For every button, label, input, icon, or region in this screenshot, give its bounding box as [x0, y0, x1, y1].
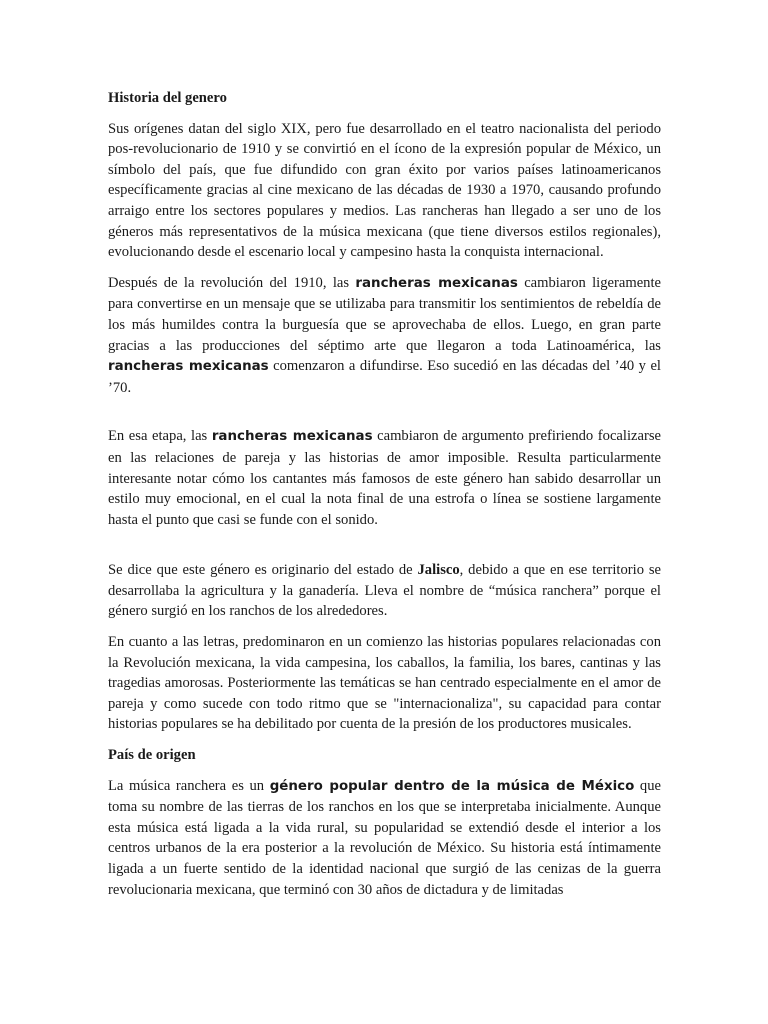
paragraph-etapa-text-c: cambiaron de argumento prefiriendo focalizarse en las relaciones de pareja y las historias de amor imposible. Resulta particularmente interesante notar cómo los cantantes más famosos de este género han sabido desarrollar un estilo muy emocional, en el cual la nota final de una estrofa o línea se sostiene largamente hasta el punto que casi se funde con el sonido.	[108, 428, 661, 528]
paragraph-pais-text-c: que toma su nombre de las tierras de los ranchos en los que se interpretaba inicialmente. Aunque esta música está ligada a la vida rural, su popularidad se extendió desde el interior a los centros urbanos de la era posterior a la revolución de México. Su historia está íntimamente ligada a un fuerte sentido de la identidad nacional que surgió de las cenizas de la guerra revolucionaria mexicana, que terminó con 30 años de dictadura y de limitadas	[108, 777, 661, 898]
paragraph-pais-text-a: La música ranchera es un	[108, 777, 270, 794]
document-page	[108, 88, 661, 910]
paragraph-revolution-text-e: comenzaron a difundirse. Eso sucedió en las décadas del ’40 y el ’70.	[108, 358, 661, 396]
emphasis-rancheras-mexicanas: rancheras mexicanas	[355, 275, 518, 291]
emphasis-rancheras-mexicanas: rancheras mexicanas	[108, 359, 269, 375]
paragraph-revolution-text-a: Después de la revolución del 1910, las	[108, 274, 356, 291]
paragraph-letras: En cuanto a las letras, predominaron en un comienzo las historias populares relacionadas con la Revolución mexicana, la vida campesina, los caballos, la familia, los bares, cantinas y las tragedias amorosas. Posteriormente las temáticas se han centrado especialmente en el amor de pareja y como sucede con todo ritmo que se "internacionaliza", su capacidad para contar historias populares se ha debilitado por cuenta de la presión de los productores musicales.	[108, 634, 661, 733]
paragraph-origins: Sus orígenes datan del siglo XIX, pero fue desarrollado en el teatro nacionalista del periodo pos-revolucionario de 1910 y se convirtió en el ícono de la expresión popular de México, un símbolo del país, que fue difundido con gran éxito por varios países latinoamericanos específicamente gracias al cine mexicano de las décadas de 1930 a 1970, causando profundo arraigo entre los sectores populares y medios. Las rancheras han llegado a ser uno de los géneros más representativos de la música mexicana (que tiene diversos estilos regionales), evolucionando desde el escenario local y campesino hasta la conquista internacional.	[108, 120, 661, 261]
paragraph-jalisco-text-a: Se dice que este género es originario del estado de	[108, 562, 418, 579]
paragraph-jalisco-text-c: , debido a que en ese territorio se desarrollaba la agricultura y la ganadería. Lleva el nombre de “música ranchera” porque el género surgió en los ranchos de los alrededores.	[108, 562, 661, 620]
emphasis-rancheras-mexicanas: rancheras mexicanas	[211, 429, 373, 445]
paragraph-pais-origen	[108, 776, 661, 901]
paragraph-etapa	[108, 426, 661, 530]
paragraph-jalisco	[108, 560, 661, 622]
section-heading-pais: País de origen	[108, 747, 196, 764]
paragraph-revolution-text-c: cambiaron ligeramente para convertirse en un mensaje que se utilizaba para transmitir los sentimientos de rebeldía de los más humildes contra la burguesía que se aprovechaba de ellos. Luego, en gran parte gracias a las producciones del séptimo arte que llegaron a toda Latinoamérica, las	[108, 274, 661, 354]
section-heading-historia: Historia del genero	[108, 90, 227, 106]
paragraph-revolution	[108, 273, 661, 399]
emphasis-jalisco: Jalisco	[417, 562, 460, 579]
emphasis-genero-popular: género popular dentro de la música de México	[269, 778, 635, 794]
paragraph-etapa-text-a: En esa etapa, las	[108, 428, 212, 445]
